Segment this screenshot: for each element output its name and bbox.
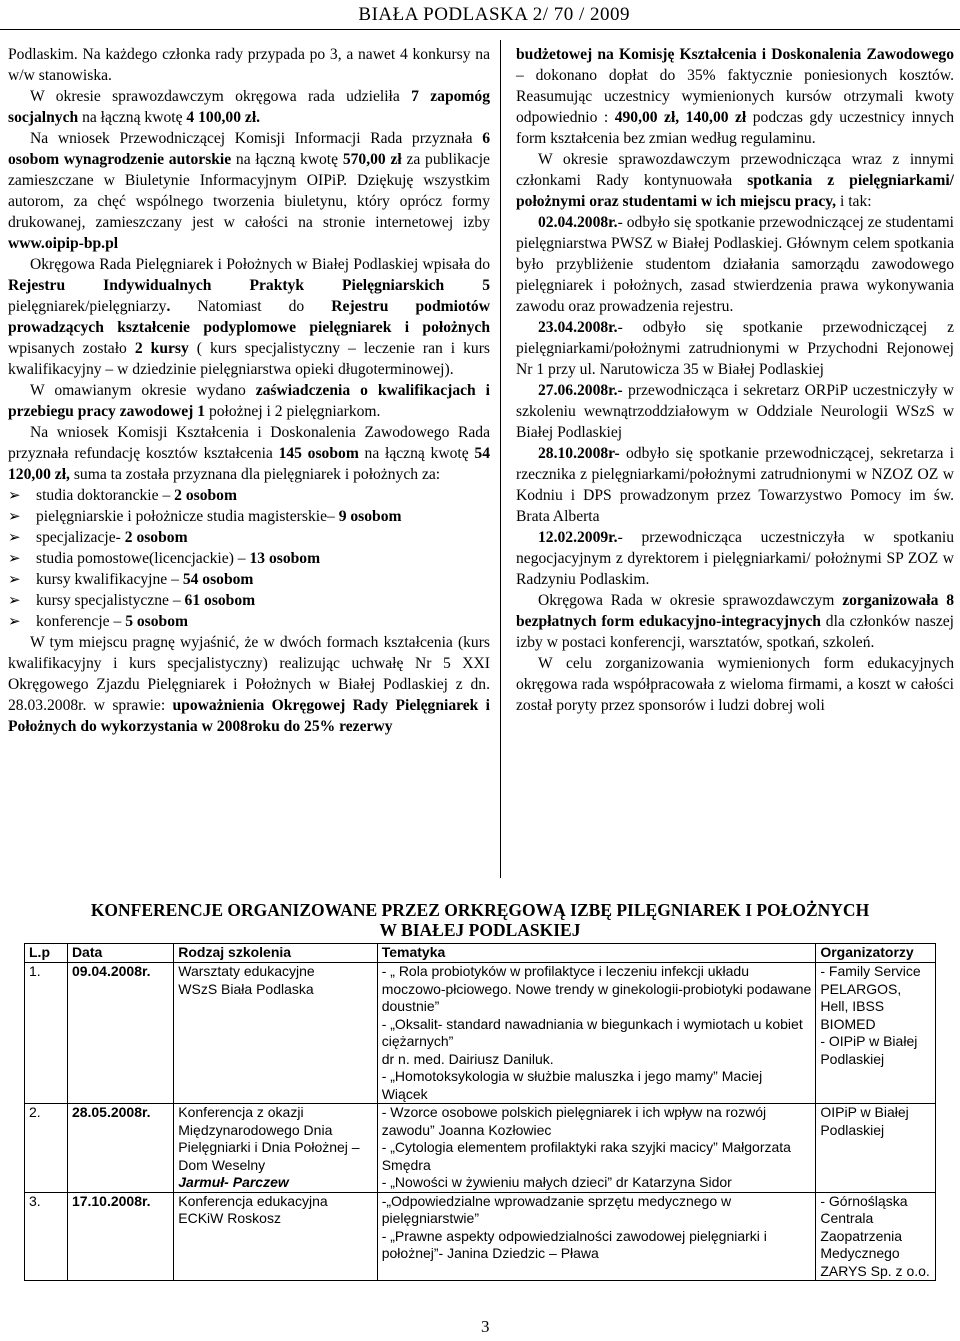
- meeting-date: 27.06.2008r.-: [538, 382, 623, 399]
- text-bold: .: [166, 298, 171, 315]
- arrow-bullet-icon: ➢: [8, 570, 21, 588]
- arrow-bullet-icon: ➢: [8, 486, 21, 504]
- cell-lp: 3.: [25, 1192, 68, 1281]
- cell-line: - Górnośląska Centrala Zaopatrzenia Medycznego ZARYS Sp. z o.o.: [820, 1192, 930, 1279]
- list-item-label: studia doktoranckie –: [36, 487, 175, 504]
- cell-organizers: [816, 1104, 936, 1193]
- cell-date: 17.10.2008r.: [67, 1192, 173, 1281]
- arrow-bullet-icon: ➢: [8, 507, 21, 525]
- list-item-count: 2 osobom: [124, 529, 188, 546]
- column-header: Organizatorzy: [816, 944, 936, 963]
- text-bold: 145 osobom: [278, 445, 359, 462]
- text: położnej i 2 pielęgniarkom.: [205, 403, 381, 420]
- cell-date: 28.05.2008r.: [67, 1104, 173, 1193]
- conference-table-title: [0, 900, 960, 940]
- list-item-count: 2 osobom: [174, 487, 237, 504]
- cell-lp: 2.: [25, 1104, 68, 1193]
- meeting-date: 23.04.2008r.: [538, 319, 618, 336]
- paragraph: [8, 86, 490, 128]
- table-row: [25, 963, 936, 1104]
- list-item-count: 9 osobom: [338, 508, 402, 525]
- text: na łączną kwotę: [358, 445, 475, 462]
- cell-organizers: [816, 1192, 936, 1281]
- conference-table: [24, 943, 936, 1281]
- list-item: [8, 548, 490, 569]
- text-bold: Rejestru Indywidualnych Praktyk Pielęgniarskich 5: [8, 277, 490, 294]
- meeting-entry: [516, 443, 954, 527]
- cell-line: Warsztaty edukacyjne: [178, 963, 315, 979]
- running-header: [0, 0, 960, 30]
- column-header: Tematyka: [377, 944, 816, 963]
- text: podczas gdy uczestnicy innych form kształcenia bez zmian według regulaminu.: [516, 109, 954, 147]
- meeting-text: odbyło się spotkanie przewodniczącej, sekretarza i rzecznika z pielęgniarkami/położnymi zatrudnionymi w NZOZ OZ w Kodniu i DPS prowadzonym przez Towarzystwo Pomocy im św. Brata Alberta: [516, 445, 954, 525]
- list-item-count: 54 osobom: [182, 571, 254, 588]
- meeting-entry: [516, 212, 954, 317]
- page-number: 3: [481, 1317, 490, 1336]
- text: na łączną kwotę: [78, 109, 187, 126]
- list-item-label: konferencje –: [36, 613, 126, 630]
- column-divider: [500, 40, 501, 878]
- list-item: [8, 506, 490, 527]
- paragraph: W celu zorganizowania wymienionych form edukacyjnych okręgowa rada współpracowała z wieloma firmami, a koszt w całości został poryty przez sponsorów i ludzi dobrej woli: [516, 655, 954, 714]
- list-item-label: kursy kwalifikacyjne –: [36, 571, 183, 588]
- cell-line: Konferencja edukacyjna ECKiW Roskosz: [178, 1192, 328, 1226]
- column-header: Data: [67, 944, 173, 963]
- paragraph: [516, 44, 954, 149]
- cell-topics: [377, 1104, 816, 1193]
- list-item-label: kursy specjalistyczne –: [36, 592, 185, 609]
- list-item-count: 61 osobom: [184, 592, 256, 609]
- text-bold: 570,00 zł: [342, 151, 402, 168]
- cell-line: dr n. med. Dairiusz Daniluk.: [381, 1050, 554, 1067]
- right-column: [516, 44, 954, 716]
- list-item: [8, 527, 490, 548]
- cell-line: - „Cytologia elementem profilaktyki raka szyjki macicy” Małgorzata Smędra: [381, 1139, 791, 1173]
- cell-line: - OIPiP w Białej Podlaskiej: [820, 1033, 918, 1067]
- text: W omawianym okresie wydano: [30, 382, 256, 399]
- text: W okresie sprawozdawczym przewodnicząca wraz z innymi członkami Rady kontynuowała: [516, 151, 954, 189]
- paragraph: [8, 632, 490, 737]
- meeting-text: - odbyło się spotkanie przewodniczącej ze studentami pielęgniarstwa PWSZ w Białej Podlaskiej. Głównym celem spotkania było przybliżenie studentom działania samorządu zawodowego pielęgniarek i położnych, zasad stwierdzenia prawa wykonywania zawodu oraz prowadzenia rejestru.: [516, 214, 954, 315]
- text: dla członków naszej izby w postaci konferencji, warsztatów, spotkań, szkoleń.: [516, 613, 954, 651]
- text-bold: zorganizowała 8 bezpłatnych form edukacyjno-integracyjnych: [516, 592, 955, 630]
- training-list: [8, 485, 490, 632]
- meeting-entry: [516, 527, 954, 590]
- arrow-bullet-icon: ➢: [8, 591, 21, 609]
- publication-title: BIAŁA PODLASKA 2/ 70 / 2009: [358, 4, 630, 25]
- cell-line: OIPiP w Białej Podlaskiej: [820, 1104, 909, 1138]
- meeting-text: przewodnicząca i sekretarz ORPiP uczestniczyły w szkoleniu wewnątrzoddziałowym w Oddziale Neurologii WSzS w Białej Podlaskiej: [516, 382, 954, 441]
- cell-topics: [377, 1192, 816, 1281]
- table-header-row: [25, 944, 936, 963]
- cell-line: - „Prawne aspekty odpowiedzialności zawodowej pielęgniarki i położnej”- Janina Dziedzic – Pława: [381, 1227, 767, 1261]
- paragraph: [8, 422, 490, 485]
- text-bold: 54 120,00 zł,: [8, 445, 490, 483]
- website-link[interactable]: www.oipip-bp.pl: [8, 235, 119, 252]
- cell-line: WSzS Biała Podlaska: [178, 980, 314, 997]
- text: Na wniosek Przewodniczącej Komisji Informacji Rada przyznała: [30, 130, 483, 147]
- cell-line: - Family Service PELARGOS, Hell, IBSS BIOMED: [820, 963, 921, 1032]
- list-item-label: studia pomostowe(licencjackie) –: [36, 550, 250, 567]
- text-bold: 7 zapomóg socjalnych: [8, 88, 490, 126]
- text: suma ta została przyznana dla pielęgniarek i położnych za:: [69, 466, 441, 483]
- cell-date: 09.04.2008r.: [67, 963, 173, 1104]
- text: na łączną kwotę: [231, 151, 343, 168]
- cell-line: Jarmuł- Parczew: [178, 1174, 289, 1190]
- meeting-text: - odbyło się spotkanie przewodniczącej z pielęgniarkami/położnymi zatrudnionymi w Przychodni Rejonowej Nr 1 przy ul. Narutowicza 35 w Białej Podlaskiej: [516, 319, 954, 378]
- text: i tak:: [836, 193, 872, 210]
- cell-line: -„Odpowiedzialne wprowadzanie sprzętu medycznego w pielęgniarstwie”: [381, 1192, 732, 1226]
- cell-line: - „Oksalit- standard nawadniania w biegunkach i wymiotach u kobiet ciężarnych”: [381, 1015, 803, 1049]
- arrow-bullet-icon: ➢: [8, 528, 21, 546]
- list-item: [8, 485, 490, 506]
- cell-type: [174, 1192, 377, 1281]
- title-line: KONFERENCJE ORGANIZOWANE PRZEZ ORKRĘGOWĄ IZBĘ PILĘGNIAREK I POŁOŻNYCH: [90, 900, 870, 920]
- paragraph: [516, 590, 954, 653]
- text: Okręgowa Rada w okresie sprawozdawczym: [538, 592, 843, 609]
- table-row: [25, 1192, 936, 1281]
- paragraph: [8, 380, 490, 422]
- column-header: Rodzaj szkolenia: [174, 944, 377, 963]
- cell-line: Konferencja z okazji Międzynarodowego Dnia Pielęgniarki i Dnia Położnej – Dom Weselny: [178, 1104, 360, 1173]
- cell-line: - „ Rola probiotyków w profilaktyce i leczeniu infekcji układu moczowo-płciowego. Nowe trendy w ginekologii-probiotyki podawane doustnie”: [381, 963, 812, 1014]
- meeting-entry: [516, 380, 954, 443]
- text-bold: budżetowej na Komisję Kształcenia i Doskonalenia Zawodowego: [516, 46, 954, 63]
- list-item-label: specjalizacje-: [36, 529, 125, 546]
- text: Natomiast do: [170, 298, 332, 315]
- text: W okresie sprawozdawczym okręgowa rada udzieliła: [30, 88, 412, 105]
- paragraph: [8, 254, 490, 380]
- text: za publikacje zamieszczane w Biuletynie Informacyjnym OIPiP. Dziękuję wszystkim autorom, za chęć wspólnego tworzenia biuletynu, który oprócz formy drukowanej, zamieszczany jest w całości na stronie internetowej izby: [8, 151, 490, 231]
- meeting-date: 28.10.2008r-: [538, 445, 620, 462]
- text-bold: upoważnienia Okręgowej Rady Pielęgniarek i Położnych do wykorzystania w 2008roku do 25% rezerwy: [8, 697, 491, 735]
- text: Okręgowa Rada Pielęgniarek i Położnych w Białej Podlaskiej wpisała do: [30, 256, 490, 273]
- text: W tym miejscu pragnę wyjaśnić, że w dwóch formach kształcenia (kurs kwalifikacyjny i kurs specjalistyczny) realizując uchwałę Nr 5 XXI Okręgowego Zjazdu Pielęgniarek i Położnych w Białej Podlaskiej z dn. 28.03.2008r. w sprawie:: [8, 634, 490, 714]
- list-item: [8, 611, 490, 632]
- cell-line: - „Nowości w żywieniu małych dzieci” dr Katarzyna Sidor: [381, 1174, 732, 1190]
- text: Na wniosek Komisji Kształcenia i Doskonalenia Zawodowego Rada przyznała refundację kosztów kształcenia: [8, 424, 490, 462]
- text-bold: 490,00 zł, 140,00 zł: [614, 109, 747, 126]
- meeting-date: 02.04.2008r.: [538, 214, 618, 231]
- list-item-count: 5 osobom: [125, 613, 189, 630]
- left-column: [8, 44, 490, 737]
- cell-type: [174, 1104, 377, 1193]
- meeting-date: 12.02.2009r.: [538, 529, 618, 546]
- cell-line: - „Homotoksykologia w służbie maluszka i jego mamy” Maciej Wiącek: [381, 1068, 763, 1102]
- text-bold: spotkania z pielęgniarkami/ położnymi oraz studentami w ich miejscu pracy,: [516, 172, 954, 210]
- text-bold: 6 osobom wynagrodzenie autorskie: [8, 130, 490, 168]
- text-bold: 4 100,00 zł.: [186, 109, 261, 126]
- paragraph: [516, 149, 954, 212]
- text-bold: zaświadczenia o kwalifikacjach i przebiegu pracy zawodowej 1: [8, 382, 491, 420]
- cell-lp: 1.: [25, 963, 68, 1104]
- cell-organizers: [816, 963, 936, 1104]
- text: ( kurs specjalistyczny – leczenie ran i kurs kwalifikacyjny – w dziedzinie pielęgniarstwa opieki długoterminowej).: [8, 340, 490, 378]
- list-item: [8, 569, 490, 590]
- column-header: L.p: [25, 944, 68, 963]
- title-line: W BIAŁEJ PODLASKIEJ: [379, 920, 581, 940]
- list-item: [8, 590, 490, 611]
- meeting-text: - przewodnicząca uczestniczyła w spotkaniu negocjacyjnym z dyrektorem i pielęgniarkami/ położnymi SP ZOZ w Radzyniu Podlaskim.: [516, 529, 954, 588]
- arrow-bullet-icon: ➢: [8, 549, 21, 567]
- text-bold: Rejestru podmiotów prowadzących kształcenie podyplomowe pielęgniarek i położnych: [8, 298, 490, 336]
- text: pielęgniarek/pielęgniarzy: [8, 298, 167, 315]
- list-item-label: pielęgniarskie i położnicze studia magisterskie–: [36, 508, 339, 525]
- paragraph: Podlaskim. Na każdego członka rady przypada po 3, a nawet 4 konkursy na w/w stanowiska.: [8, 46, 490, 84]
- cell-line: - Wzorce osobowe polskich pielęgniarek i ich wpływ na rozwój zawodu” Joanna Kozłowiec: [381, 1104, 767, 1138]
- paragraph: [8, 128, 490, 254]
- list-item-count: 13 osobom: [249, 550, 321, 567]
- table-row: [25, 1104, 936, 1193]
- cell-type: [174, 963, 377, 1104]
- header-rule: [0, 29, 960, 30]
- meeting-entry: [516, 317, 954, 380]
- text-bold: 2 kursy: [134, 340, 189, 357]
- text: – dokonano dopłat do 35% faktycznie poniesionych kosztów. Reasumując uczestnicy wymienionych kursów otrzymali kwoty odpowiednio :: [516, 67, 954, 126]
- arrow-bullet-icon: ➢: [8, 612, 21, 630]
- text: wpisanych zostało: [8, 340, 135, 357]
- cell-topics: [377, 963, 816, 1104]
